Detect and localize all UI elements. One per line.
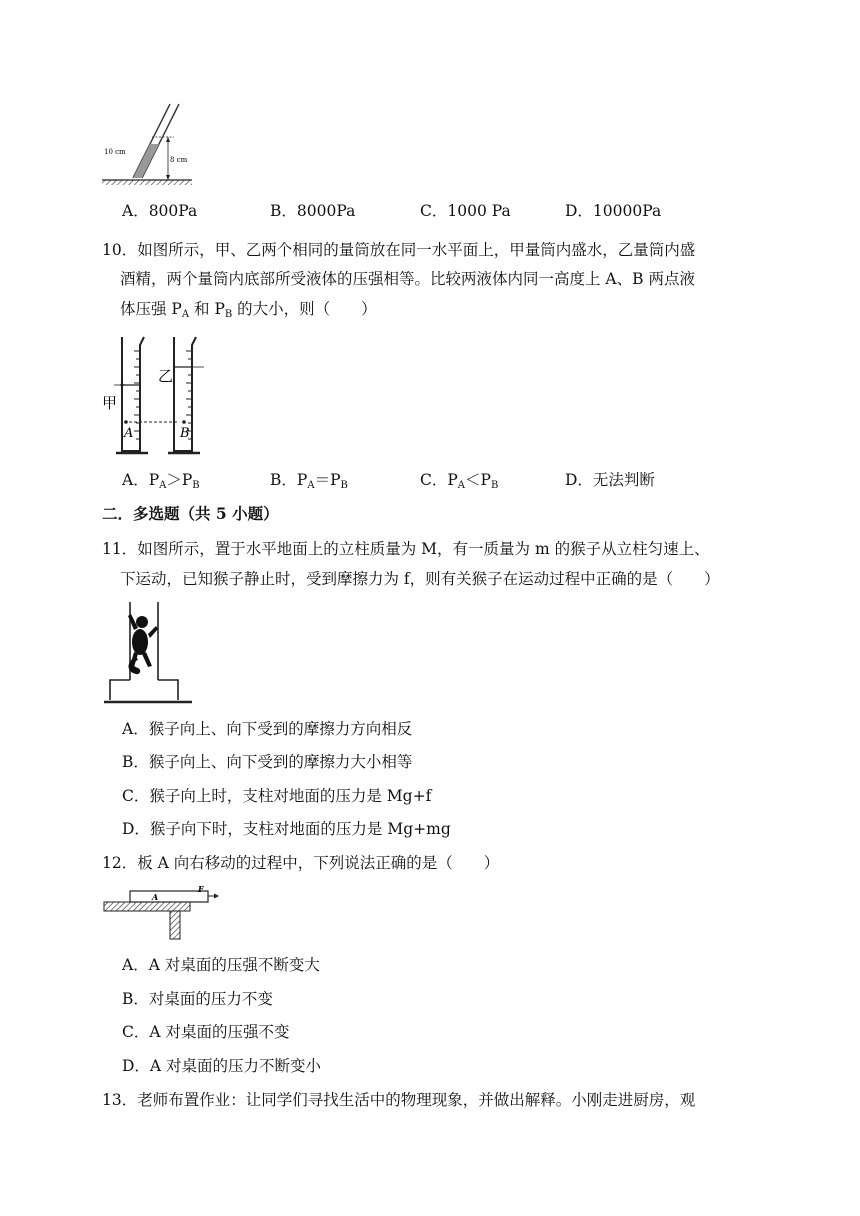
q10-cylinders-figure bbox=[102, 333, 218, 459]
q11-monkey-figure bbox=[102, 600, 194, 710]
q9-fig-label-height: 8 cm bbox=[170, 156, 188, 164]
q11-stem-line1: 11．如图所示，置于水平地面上的立柱质量为 M，有一质量为 m 的猴子从立柱匀速上、 bbox=[102, 540, 710, 558]
q9-option-c[interactable]: C．1000 Pa bbox=[420, 202, 511, 220]
q12-option-b[interactable]: B．对桌面的压力不变 bbox=[122, 990, 273, 1008]
q11-option-a[interactable]: A．猴子向上、向下受到的摩擦力方向相反 bbox=[122, 720, 413, 738]
q11-option-c[interactable]: C．猴子向上时，支柱对地面的压力是 Mg+f bbox=[122, 787, 432, 805]
q12-fig-label-a: A bbox=[152, 892, 159, 902]
q10-stem-line1: 10．如图所示，甲、乙两个相同的量筒放在同一水平面上，甲量筒内盛水，乙量筒内盛 bbox=[102, 241, 696, 259]
q10-option-a[interactable]: A．$P_A>P_B$ bbox=[122, 471, 200, 491]
q10-stem-line2: 酒精，两个量筒内底部所受液体的压强相等。比较两液体内同一高度上 A、B 两点液 bbox=[120, 270, 695, 288]
q11-option-d[interactable]: D．猴子向下时，支柱对地面的压力是 Mg+mg bbox=[122, 820, 451, 838]
q12-option-a[interactable]: A．A 对桌面的压强不断变大 bbox=[122, 956, 320, 974]
q10-stem-line3: 体压强 $P_A$ 和 $P_B$ 的大小，则（ ） bbox=[120, 300, 377, 320]
q9-tube-figure bbox=[100, 100, 196, 188]
q10-option-b[interactable]: B．$P_A=P_B$ bbox=[270, 471, 348, 491]
q12-option-c[interactable]: C．A 对桌面的压强不变 bbox=[122, 1023, 290, 1041]
q11-option-b[interactable]: B．猴子向上、向下受到的摩擦力大小相等 bbox=[122, 753, 413, 771]
section-heading-multiple-choice: 二．多选题（共 5 小题） bbox=[102, 504, 279, 523]
q12-board-figure bbox=[102, 885, 220, 943]
q10-fig-label-b: B bbox=[180, 426, 190, 441]
q9-option-d[interactable]: D．10000Pa bbox=[565, 202, 662, 220]
q10-option-d[interactable]: D．无法判断 bbox=[565, 471, 655, 489]
q12-option-d[interactable]: D．A 对桌面的压力不断变小 bbox=[122, 1057, 322, 1075]
q12-fig-label-f: F bbox=[198, 885, 204, 894]
q9-option-a[interactable]: A．800Pa bbox=[122, 202, 198, 220]
q10-fig-label-jia: 甲 bbox=[102, 394, 118, 412]
q9-fig-label-slant: 10 cm bbox=[104, 148, 126, 156]
q9-option-b[interactable]: B．8000Pa bbox=[270, 202, 356, 220]
q10-fig-label-yi: 乙 bbox=[158, 367, 174, 385]
q13-stem-line1: 13．老师布置作业：让同学们寻找生活中的物理现象，并做出解释。小刚走进厨房，观 bbox=[102, 1091, 696, 1109]
q10-option-c[interactable]: C．$P_A<P_B$ bbox=[420, 471, 499, 491]
q11-stem-line2: 下运动，已知猴子静止时，受到摩擦力为 f，则有关猴子在运动过程中正确的是（ ） bbox=[120, 570, 720, 588]
q10-fig-label-a: A bbox=[124, 426, 134, 441]
q12-stem-line1: 12．板 A 向右移动的过程中，下列说法正确的是（ ） bbox=[102, 854, 500, 872]
